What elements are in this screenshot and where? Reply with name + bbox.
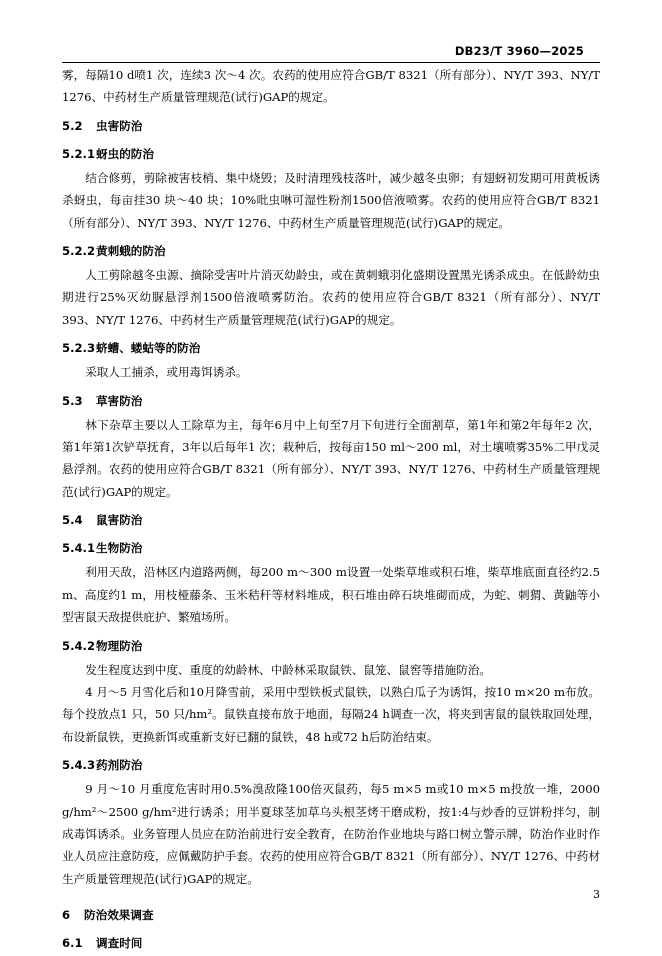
section-number: 5.4.3 — [62, 758, 96, 773]
section-number: 5.4 — [62, 513, 83, 528]
section-heading — [62, 509, 600, 531]
section-heading — [62, 635, 600, 657]
section-title: 防治效果调查 — [84, 908, 154, 923]
section-number: 5.4.1 — [62, 541, 96, 556]
section-heading — [62, 143, 600, 165]
document-code: DB23/T 3960—2025 — [454, 44, 584, 58]
section-number: 6 — [62, 908, 71, 923]
section-title: 蛴螬、蝼蛄等的防治 — [96, 341, 201, 356]
body-paragraph: 采取人工捕杀，或用毒饵诱杀。 — [85, 365, 248, 380]
section-title: 黄刺蛾的防治 — [96, 244, 166, 259]
section-heading — [62, 904, 600, 926]
body-paragraph: 4 月～5 月雪化后和10月降雪前，采用中型铁板式鼠铁，以熟白瓜子为诱饵，按10 m×20 m布放。每个投放点1 只，50 只/hm²。鼠铁直接布放于地面，每隔24 h调查一次，将夹到害鼠的鼠铁取回处理，布设新鼠铁，更换新饵或重新支好已翻的鼠铁，48 h或72 h后防治结束。 — [62, 684, 600, 744]
section-heading — [62, 390, 600, 412]
section-number: 5.4.2 — [62, 638, 96, 653]
section-title: 草害防治 — [96, 393, 143, 408]
body-paragraph: 利用天敌，沿林区内道路两侧，每200 m～300 m设置一处柴草堆或积石堆，柴草堆底面直径约2.5 m、高度约1 m，用枝桠藤条、玉米秸秆等材料堆成，积石堆由碎石块堆砌而成，为蛇、刺猬、黄鼬等小型害鼠天敌提供庇护、繁殖场所。 — [62, 565, 600, 625]
section-title: 虫害防治 — [96, 118, 143, 133]
section-heading — [62, 932, 600, 954]
section-heading — [62, 115, 600, 137]
section-heading — [62, 537, 600, 559]
section-title: 鼠害防治 — [96, 513, 143, 528]
section-title: 药剂防治 — [96, 758, 143, 773]
section-title: 蚜虫的防治 — [96, 146, 154, 161]
section-number: 5.2.3 — [62, 341, 96, 356]
section-heading — [62, 240, 600, 262]
page-body — [62, 64, 600, 956]
section-title: 物理防治 — [96, 638, 143, 653]
page-number: 3 — [593, 888, 600, 901]
section-number: 5.2.2 — [62, 244, 96, 259]
section-heading — [62, 337, 600, 359]
header-rule — [62, 62, 600, 63]
section-heading — [62, 754, 600, 776]
section-number: 5.3 — [62, 393, 83, 408]
section-title: 调查时间 — [96, 936, 143, 951]
body-paragraph: 9 月～10 月重度危害时用0.5%溴敌隆100倍灭鼠药，每5 m×5 m或10 m×5 m投放一堆，2000 g/hm²～2500 g/hm²进行诱杀；用半夏球茎加草乌头根茎烤干磨成粉，按1:4与炒香的豆饼粉拌匀，制成毒饵诱杀。业务管理人员应在防治前进行安全教育，在防治作业地块与路口树立警示牌，防治作业时作业人员应注意防疫，应佩戴防护手套。农药的使用应符合GB/T 8321（所有部分）、NY/T 1276、中药材生产质量管理规范(试行)GAP的规定。 — [62, 782, 600, 886]
body-paragraph: 人工剪除越冬虫源、摘除受害叶片消灭幼龄虫，或在黄刺蛾羽化盛期设置黑光诱杀成虫。在低龄幼虫期进行25%灭幼脲悬浮剂1500倍液喷雾防治。农药的使用应符合GB/T 8321（所有部分）、NY/T 393、NY/T 1276、中药材生产质量管理规范(试行)GAP的规定。 — [62, 268, 600, 327]
section-title: 生物防治 — [96, 541, 143, 556]
section-number: 5.2 — [62, 118, 83, 133]
body-paragraph: 林下杂草主要以人工除草为主，每年6月中上旬至7月下旬进行全面割草，第1年和第2年每年2 次，第1年第1次铲草抚育，3年以后每年1 次；栽种后，按每亩150 ml～200 ml，对土壤喷雾35%二甲戊灵悬浮剂。农药的使用应符合GB/T 8321（所有部分）、NY/T 393、NY/T 1276、中药材生产质量管理规范(试行)GAP的规定。 — [62, 417, 600, 499]
body-paragraph: 发生程度达到中度、重度的幼龄林、中龄林采取鼠铁、鼠笼、鼠窖等措施防治。 — [85, 662, 491, 677]
section-number: 5.2.1 — [62, 146, 96, 161]
body-paragraph: 结合修剪，剪除被害枝梢、集中烧毁；及时清理残枝落叶，减少越冬虫卵；有翅蚜初发期可用黄板诱杀蚜虫，每亩挂30 块～40 块；10%吡虫啉可湿性粉剂1500倍液喷雾。农药的使用应符合GB/T 8321（所有部分）、NY/T 393、NY/T 1276、中药材生产质量管理规范(试行)GAP的规定。 — [62, 170, 600, 230]
body-paragraph: 雾，每隔10 d喷1 次，连续3 次～4 次。农药的使用应符合GB/T 8321（所有部分）、NY/T 393、NY/T 1276、中药材生产质量管理规范(试行)GAP的规定。 — [62, 68, 600, 105]
section-number: 6.1 — [62, 936, 83, 951]
